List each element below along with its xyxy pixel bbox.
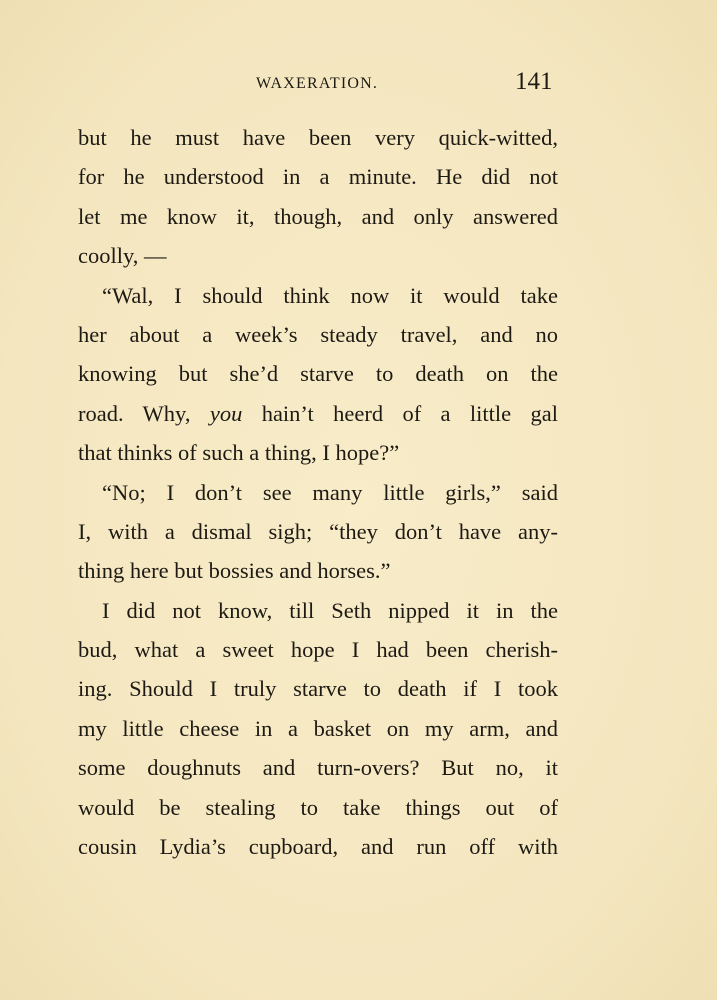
text-line: let me know it, though, and only answered <box>78 203 558 229</box>
page-number: 141 <box>515 68 553 95</box>
text-line: that thinks of such a thing, I hope?” <box>78 440 400 466</box>
text-line: “Wal, I should think now it would take <box>102 282 558 308</box>
text-line: bud, what a sweet hope I had been cherish- <box>78 637 558 663</box>
text-line: her about a week’s steady travel, and no <box>78 321 558 347</box>
text-line: cousin Lydia’s cupboard, and run off with <box>78 834 558 860</box>
text-line: I, with a dismal sigh; “they don’t have any- <box>78 518 558 544</box>
running-header <box>0 68 717 98</box>
text-line: knowing but she’d starve to death on the <box>78 361 558 387</box>
emphasized-word: you <box>209 400 243 426</box>
text-line: would be stealing to take things out of <box>78 794 558 820</box>
text-line: some doughnuts and turn-overs? But no, it <box>78 755 558 781</box>
text-line: coolly, — <box>78 243 167 269</box>
text-line: “No; I don’t see many little girls,” said <box>102 479 558 505</box>
text-line: I did not know, till Seth nipped it in the <box>102 597 558 623</box>
running-title: WAXERATION. <box>256 75 379 92</box>
text-fragment: hain’t heerd of a little gal <box>261 400 558 426</box>
text-line: my little cheese in a basket on my arm, and <box>78 715 558 741</box>
text-line: thing here but bossies and horses.” <box>78 558 391 584</box>
text-fragment: road. Why, <box>78 400 191 426</box>
text-line: but he must have been very quick-witted, <box>78 125 558 150</box>
text-line: ing. Should I truly starve to death if I took <box>78 676 558 702</box>
text-line: for he understood in a minute. He did not <box>78 164 558 190</box>
text-line-with-emphasis <box>78 394 558 433</box>
body-text <box>78 118 558 866</box>
